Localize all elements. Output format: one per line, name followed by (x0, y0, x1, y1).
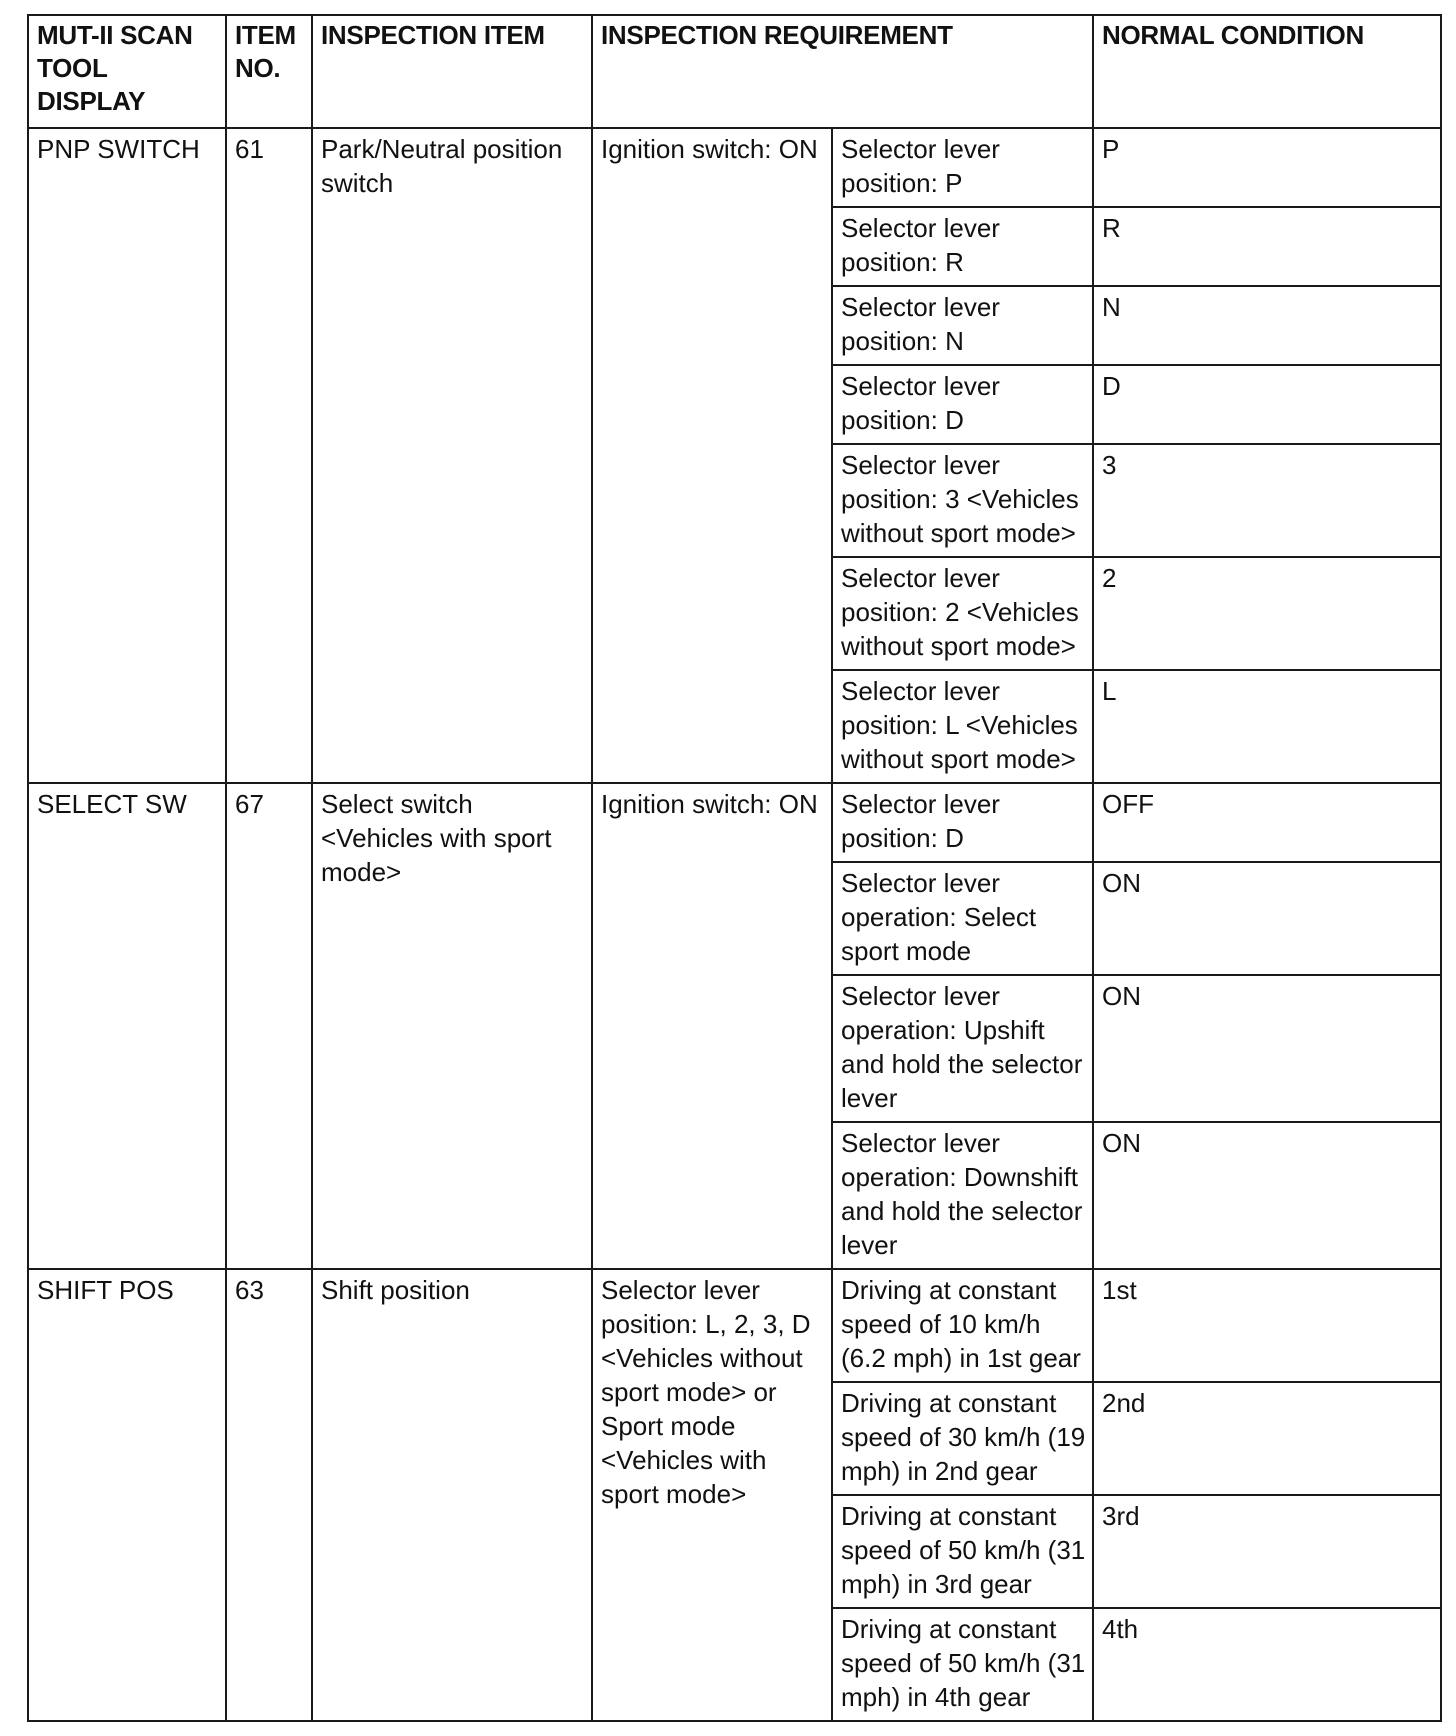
normal-cell: R (1093, 207, 1441, 286)
normal-cell: 3rd (1093, 1495, 1441, 1608)
inspection-item-cell: Select switch <Vehicles with sport mode> (312, 783, 592, 1269)
header-display: MUT-II SCAN TOOL DISPLAY (28, 15, 226, 128)
condition-cell: Selector lever position: 3 <Vehicles without sport mode> (832, 444, 1093, 557)
normal-cell: L (1093, 670, 1441, 783)
normal-cell: ON (1093, 1122, 1441, 1269)
condition-cell: Selector lever position: L <Vehicles without sport mode> (832, 670, 1093, 783)
normal-cell: 3 (1093, 444, 1441, 557)
inspection-item-cell: Shift position (312, 1269, 592, 1721)
item-no-cell: 63 (226, 1269, 312, 1721)
condition-cell: Driving at constant speed of 30 km/h (19 mph) in 2nd gear (832, 1382, 1093, 1495)
header-inspection-requirement: INSPECTION REQUIREMENT (592, 15, 1093, 128)
condition-cell: Selector lever operation: Downshift and hold the selector lever (832, 1122, 1093, 1269)
requirement-cell: Ignition switch: ON (592, 128, 832, 783)
header-normal-condition: NORMAL CONDITION (1093, 15, 1441, 128)
table-row (28, 1269, 1441, 1382)
condition-cell: Selector lever position: P (832, 128, 1093, 207)
normal-cell: 1st (1093, 1269, 1441, 1382)
display-cell: PNP SWITCH (28, 128, 226, 783)
table-row (28, 783, 1441, 862)
display-cell: SELECT SW (28, 783, 226, 1269)
normal-cell: 4th (1093, 1608, 1441, 1721)
condition-cell: Selector lever position: D (832, 783, 1093, 862)
item-no-cell: 67 (226, 783, 312, 1269)
condition-cell: Selector lever operation: Select sport mode (832, 862, 1093, 975)
condition-cell: Driving at constant speed of 10 km/h (6.2 mph) in 1st gear (832, 1269, 1093, 1382)
display-cell: SHIFT POS (28, 1269, 226, 1721)
normal-cell: 2nd (1093, 1382, 1441, 1495)
normal-cell: D (1093, 365, 1441, 444)
normal-cell: ON (1093, 862, 1441, 975)
normal-cell: N (1093, 286, 1441, 365)
condition-cell: Selector lever position: 2 <Vehicles without sport mode> (832, 557, 1093, 670)
normal-cell: ON (1093, 975, 1441, 1122)
inspection-item-cell: Park/Neutral position switch (312, 128, 592, 783)
requirement-cell: Selector lever position: L, 2, 3, D <Vehicles without sport mode> or Sport mode <Vehicles with sport mode> (592, 1269, 832, 1721)
normal-cell: P (1093, 128, 1441, 207)
header-inspection-item: INSPECTION ITEM (312, 15, 592, 128)
item-no-cell: 61 (226, 128, 312, 783)
condition-cell: Driving at constant speed of 50 km/h (31 mph) in 3rd gear (832, 1495, 1093, 1608)
condition-cell: Selector lever position: R (832, 207, 1093, 286)
condition-cell: Selector lever position: N (832, 286, 1093, 365)
condition-cell: Selector lever operation: Upshift and hold the selector lever (832, 975, 1093, 1122)
header-row (28, 15, 1441, 128)
table-row (28, 128, 1441, 207)
condition-cell: Driving at constant speed of 50 km/h (31 mph) in 4th gear (832, 1608, 1093, 1721)
inspection-table (27, 14, 1442, 1722)
condition-cell: Selector lever position: D (832, 365, 1093, 444)
header-item-no: ITEM NO. (226, 15, 312, 128)
normal-cell: OFF (1093, 783, 1441, 862)
normal-cell: 2 (1093, 557, 1441, 670)
requirement-cell: Ignition switch: ON (592, 783, 832, 1269)
